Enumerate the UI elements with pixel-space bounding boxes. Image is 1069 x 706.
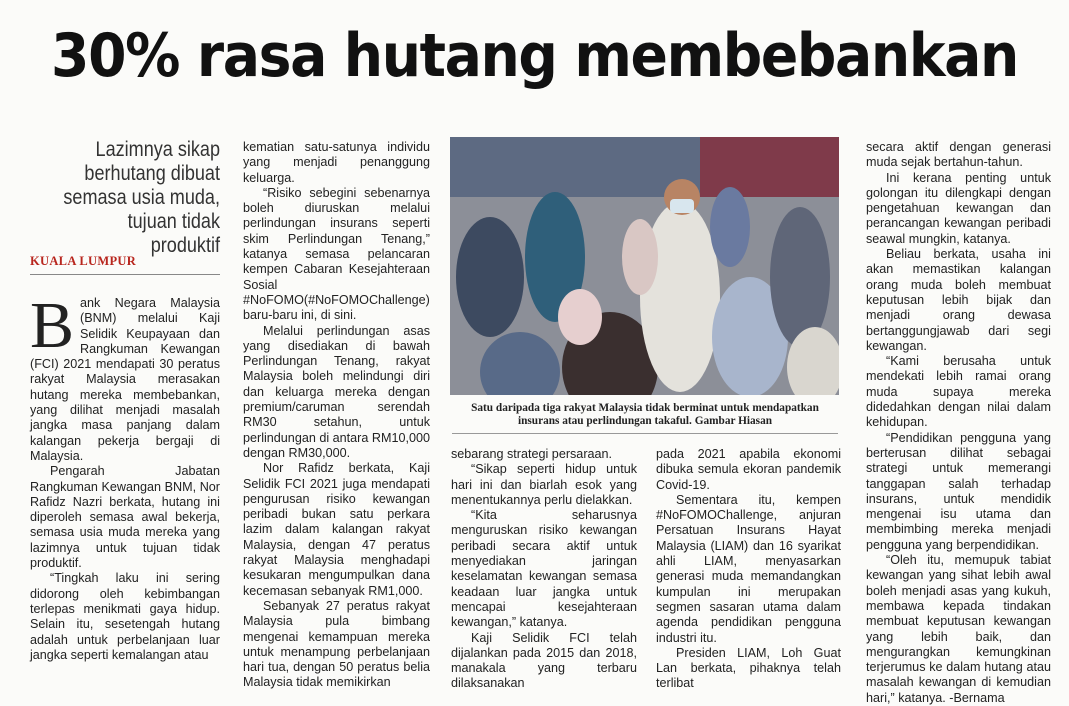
paragraph: Melalui perlindungan asas yang disediakan di bawah Perlindungan Tenang, rakyat Malaysia boleh melindungi diri dan keluarga mereka dengan premium/caruman serendah RM30 setahun, untuk perlindungan di antara RM10,000 dengan RM30,000. <box>243 323 430 460</box>
headline: 30% rasa hutang membebankan <box>51 21 1018 91</box>
crowd-photo-illustration <box>450 137 839 395</box>
article-column-3 <box>451 447 637 692</box>
paragraph: sebarang strategi persaraan. <box>451 447 613 461</box>
drop-cap: B <box>30 289 75 362</box>
paragraph: Presiden LIAM, Loh Guat Lan berkata, pihaknya telah terlibat <box>656 645 841 691</box>
paragraph: pada 2021 apabila ekonomi dibuka semula ekoran pandemik Covid-19. <box>656 447 841 492</box>
standfirst: Lazimnya sikap berhutang dibuat semasa usia muda, tujuan tidak produktif <box>63 138 221 257</box>
paragraph: secara aktif dengan generasi muda sejak bertahun-tahun. <box>866 140 1051 170</box>
paragraph: Pengarah Jabatan Rangkuman Kewangan BNM, Nor Rafidz Nazri berkata, hutang ini diperoleh semasa awal bekerja, semasa usia muda mereka yang lazimnya untuk tujuan tidak produktif. <box>30 464 220 571</box>
paragraph: “Risiko sebegini sebenarnya boleh diuruskan melalui perlindungan insurans seperti skim Perlindungan Tenang,” katanya semasa pelancaran kempen Cabaran Kesejahteraan Sosial #NoFOMO(#NoFOMOChallenge) baru-baru ini, di sini. <box>243 185 430 323</box>
dateline: KUALA LUMPUR <box>30 254 137 268</box>
paragraph: Nor Rafidz berkata, Kaji Selidik FCI 2021 juga mendapati pengurusan risiko kewangan peribadi bukan satu perkara lazim dalam kalangan rakyat Malaysia, dengan 47 peratus rakyat Malaysia menghadapi kesukaran mengumpulkan dana kecemasan sebanyak RM1,000. <box>243 461 430 598</box>
paragraph: “Oleh itu, memupuk tabiat kewangan yang sihat lebih awal boleh menjadi asas yang kukuh, membawa kepada tindakan membuat keputusan kewangan yang lebih baik, dan mengurangkan kemungkinan terjerumus ke dalam hutang atau masalah kewangan di kemudian hari,” katanya. -Bernama <box>866 553 1051 705</box>
paragraph: Sementara itu, kempen #NoFOMOChallenge, anjuran Persatuan Insurans Hayat Malaysia (LIAM) dan 16 syarikat ahli LIAM, menyasarkan generasi muda memandangkan kumpulan ini merupakan segmen sasaran utama dalam agenda pendidikan pengguna industri itu. <box>656 492 841 645</box>
paragraph: “Kita seharusnya menguruskan risiko kewangan peribadi secara aktif untuk menyediakan jaringan keselamatan kewangan semasa keadaan luar jangka untuk mencapai kesejahteraan kewangan,” katanya. <box>451 508 637 630</box>
photo-caption: Satu daripada tiga rakyat Malaysia tidak berminat untuk mendapatkan insurans atau perlindungan takaful. Gambar Hiasan <box>471 402 819 427</box>
paragraph: Ini kerana penting untuk golongan itu dilengkapi dengan pengetahuan kewangan dan perancangan kewangan peribadi seawal mungkin, katanya. <box>866 170 1051 246</box>
dateline-rule <box>30 274 220 275</box>
caption-rule <box>452 433 838 434</box>
paragraph: Kaji Selidik FCI telah dijalankan pada 2015 dan 2018, manakala yang terbaru dilaksanakan <box>451 630 637 691</box>
paragraph: “Kami berusaha untuk mendekati lebih ramai orang muda supaya mereka didedahkan dengan nilai dalam kehidupan. <box>866 354 1051 430</box>
paragraph: kematian satu-satunya individu yang menjadi penanggung keluarga. <box>243 140 430 185</box>
article-column-2 <box>243 140 430 691</box>
paragraph: “Pendidikan pengguna yang berterusan dilihat sebagai strategi untuk memerangi tanggapan salah terhadap insurans, untuk mendidik mengenai isu utama dan membimbing mereka menjadi pengguna yang berpendidikan. <box>866 430 1051 552</box>
article-column-4 <box>656 447 841 692</box>
article-column-1 <box>30 289 220 663</box>
paragraph: Beliau berkata, usaha ini akan memastikan kalangan orang muda boleh membuat keputusan lebih bijak dan menjadi orang dewasa bertanggungjawab dari segi kewangan. <box>866 247 1051 353</box>
article-column-5 <box>866 140 1051 706</box>
article-photo <box>450 137 839 395</box>
lead-paragraph: Bank Negara Malaysia (BNM) melalui Kaji Selidik Keupayaan dan Rangkuman Kewangan (FCI) 2021 mendapati 30 peratus rakyat Malaysia merasakan hutang mereka membebankan, yang dilihat menjadi masalah jangka masa panjang dalam kalangan pekerja bergaji di Malaysia. <box>30 289 220 463</box>
paragraph: Sebanyak 27 peratus rakyat Malaysia pula bimbang mengenai kemampuan mereka untuk menampung perbelanjaan hari tua, dengan 50 peratus belia Malaysia tidak memikirkan <box>243 598 430 690</box>
paragraph: “Sikap seperti hidup untuk hari ini dan biarlah esok yang menentukannya perlu dielakkan. <box>451 462 637 507</box>
paragraph: “Tingkah laku ini sering didorong oleh kebimbangan terlepas menikmati gaya hidup. Selain itu, sesetengah hutang adalah untuk perbelanjaan luar jangka seperti kemalangan atau <box>30 571 220 662</box>
